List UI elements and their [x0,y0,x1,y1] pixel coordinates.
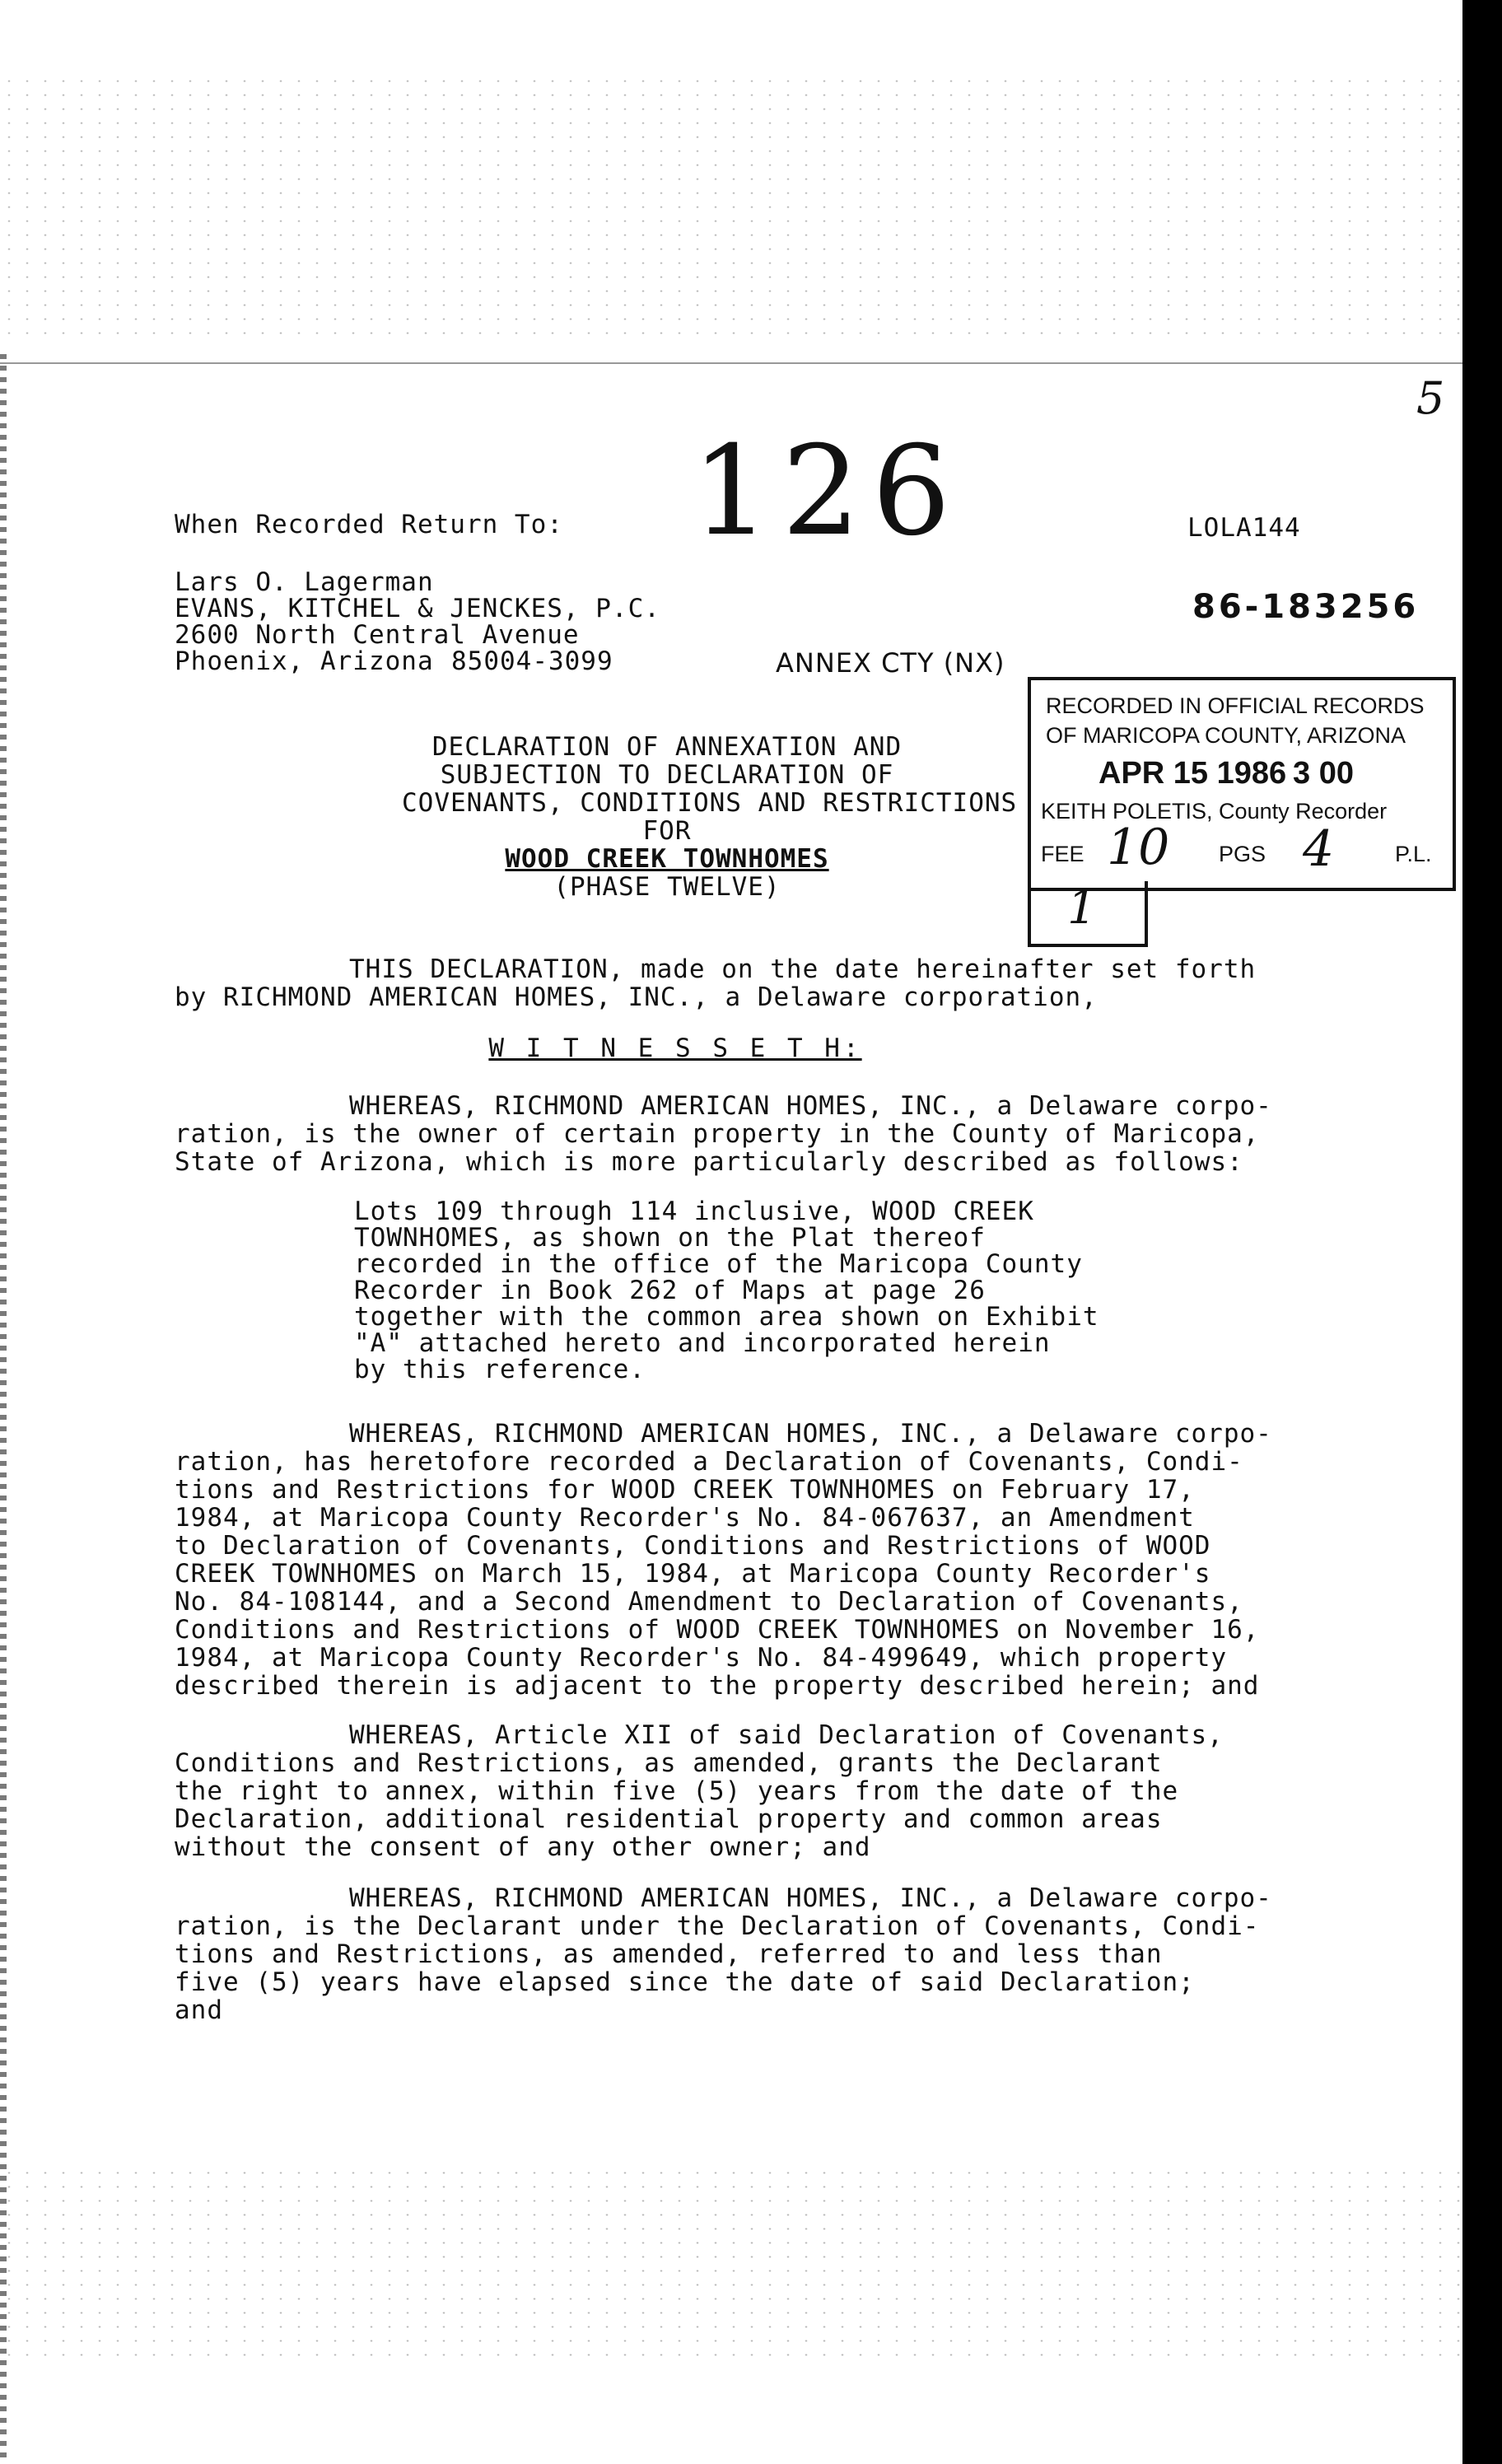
scan-edge-right [1462,0,1502,2464]
stamp-pl-label: P.L. [1395,842,1432,866]
para3-line-1: WHEREAS, Article XII of said Declaration of Covenants, [349,1720,1224,1750]
stamp-date: APR 15 1986 [1099,756,1287,791]
title-line-5: WOOD CREEK TOWNHOMES [505,844,829,874]
return-zip: 85004-3099 [451,646,613,676]
para4-line-2: ration, is the Declarant under the Declaration of Covenants, Condi- [175,1911,1260,1941]
stamp-fee-label: FEE [1041,842,1085,866]
witnesseth-heading: W I T N E S S E T H: [488,1034,862,1063]
legal-line-6: "A" attached hereto and incorporated herein [354,1328,1051,1358]
handwritten-number: 126 [692,420,963,563]
legal-line-2: TOWNHOMES, as shown on the Plat thereof [354,1223,986,1253]
return-street: 2600 North Central Avenue [175,620,580,650]
stamp-line-1: RECORDED IN OFFICIAL RECORDS [1046,693,1425,718]
page-mark-handwritten: 5 [1416,372,1445,424]
return-name: Lars O. Lagerman [175,567,434,597]
scan-line-top [0,362,1462,364]
para1-line-1: WHEREAS, RICHMOND AMERICAN HOMES, INC., a Delaware corpo- [349,1091,1272,1121]
stamp-recorder: KEITH POLETIS, County Recorder [1041,799,1388,824]
para3-line-5: without the consent of any other owner; and [175,1832,871,1862]
stamp-fee-value: 10 [1107,819,1170,876]
stamp-time: 3 00 [1293,756,1354,791]
para2-line-2: ration, has heretofore recorded a Declaration of Covenants, Condi- [175,1447,1243,1477]
legal-line-1: Lots 109 through 114 inclusive, WOOD CREEK [354,1197,1034,1226]
legal-line-5: together with the common area shown on Exhibit [354,1302,1099,1332]
legal-line-3: recorded in the office of the Maricopa County [354,1249,1083,1279]
scan-edge-left [0,354,7,2464]
return-city: Phoenix, Arizona [175,646,434,676]
stamp-inner-box [1028,881,1148,947]
para1-line-2: ration, is the owner of certain property in the County of Maricopa, [175,1119,1260,1149]
title-line-6: (PHASE TWELVE) [553,872,781,902]
legal-line-4: Recorder in Book 262 of Maps at page 26 [354,1276,986,1305]
para2-line-7: No. 84-108144, and a Second Amendment to Declaration of Covenants, [175,1587,1243,1617]
para2-line-3: tions and Restrictions for WOOD CREEK TOWNHOMES on February 17, [175,1475,1195,1505]
stamp-line-2: OF MARICOPA COUNTY, ARIZONA [1046,723,1406,748]
para1-line-3: State of Arizona, which is more particularly described as follows: [175,1147,1243,1177]
para2-line-9: 1984, at Maricopa County Recorder's No. 84-499649, which property [175,1643,1228,1673]
recording-stamp [1028,677,1456,891]
para3-line-2: Conditions and Restrictions, as amended, grants the Declarant [175,1748,1163,1778]
para3-line-3: the right to annex, within five (5) years from the date of the [175,1776,1179,1806]
para3-line-4: Declaration, additional residential property and common areas [175,1804,1163,1834]
para2-line-10: described therein is adjacent to the property described herein; and [175,1671,1260,1701]
recording-number: 86-183256 [1192,588,1420,626]
intro-line-1: THIS DECLARATION, made on the date hereinafter set forth [349,954,1257,984]
stamp-extra-mark: 1 [1067,881,1097,935]
scan-noise-top [0,74,1462,346]
para2-line-4: 1984, at Maricopa County Recorder's No. 84-067637, an Amendment [175,1503,1195,1533]
title-line-4: FOR [642,816,692,846]
legal-line-7: by this reference. [354,1355,646,1384]
title-line-1: DECLARATION OF ANNEXATION AND [431,732,903,762]
stamp-pgs-label: PGS [1219,842,1266,866]
para4-line-4: five (5) years have elapsed since the date of said Declaration; [175,1967,1195,1997]
title-line-2: SUBJECTION TO DECLARATION OF [440,760,894,790]
para4-line-3: tions and Restrictions, as amended, referred to and less than [175,1939,1163,1969]
stamp-pgs-value: 4 [1303,820,1335,878]
para4-line-1: WHEREAS, RICHMOND AMERICAN HOMES, INC., a Delaware corpo- [349,1883,1272,1913]
doc-code: LOLA144 [1187,513,1301,543]
para2-line-5: to Declaration of Covenants, Conditions and Restrictions of WOOD [175,1531,1211,1561]
return-to-label: When Recorded Return To: [175,510,563,539]
intro-line-2: by RICHMOND AMERICAN HOMES, INC., a Delaware corporation, [175,982,1098,1012]
para2-line-6: CREEK TOWNHOMES on March 15, 1984, at Maricopa County Recorder's [175,1559,1211,1589]
return-firm: EVANS, KITCHEL & JENCKES, P.C. [175,594,660,623]
para2-line-1: WHEREAS, RICHMOND AMERICAN HOMES, INC., a Delaware corpo- [349,1419,1272,1449]
para4-line-5: and [175,1995,223,2025]
scan-noise-bottom [0,2166,1462,2364]
title-line-3: COVENANTS, CONDITIONS AND RESTRICTIONS [402,788,1018,818]
para2-line-8: Conditions and Restrictions of WOOD CREEK TOWNHOMES on November 16, [175,1615,1260,1645]
annex-note: ANNEX CTY (NX) [776,647,1005,679]
